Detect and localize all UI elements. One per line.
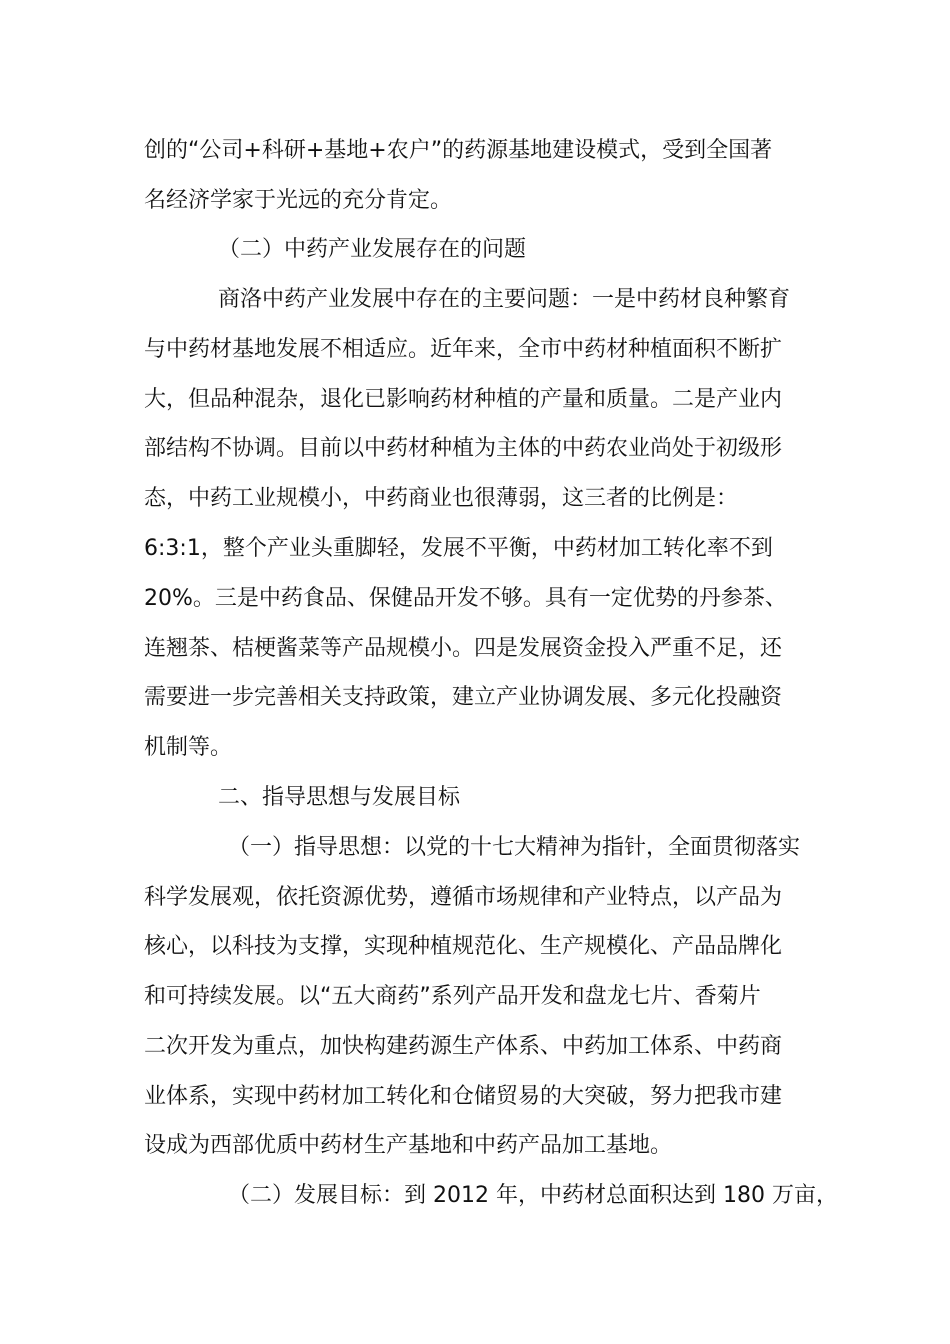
text-line: 需要进一步完善相关支持政策，建立产业协调发展、多元化投融资	[144, 685, 783, 710]
text-line: 和可持续发展。以“五大商药”系列产品开发和盘龙七片、香菊片	[144, 984, 761, 1009]
text-line: 创的“公司+科研+基地+农户”的药源基地建设模式，受到全国著	[144, 138, 773, 163]
section-heading: （二）中药产业发展存在的问题	[218, 237, 527, 262]
paragraph-first-line: （一）指导思想：以党的十七大精神为指针，全面贯彻落实	[228, 835, 801, 860]
text-line: 设成为西部优质中药材生产基地和中药产品加工基地。	[144, 1133, 673, 1158]
text-line: 与中药材基地发展不相适应。近年来，全市中药材种植面积不断扩	[144, 337, 783, 362]
text-line: 核心，以科技为支撑，实现种植规范化、生产规模化、产品品牌化	[144, 934, 783, 959]
text-line: 机制等。	[144, 735, 233, 760]
text-line: 连翘茶、桔梗酱菜等产品规模小。四是发展资金投入严重不足，还	[144, 636, 783, 661]
text-line: 名经济学家于光远的充分肯定。	[144, 188, 453, 213]
text-line: 业体系，实现中药材加工转化和仓储贸易的大突破，努力把我市建	[144, 1084, 783, 1109]
paragraph-first-line: 商洛中药产业发展中存在的主要问题：一是中药材良种繁育	[218, 287, 791, 312]
text-line: 态，中药工业规模小，中药商业也很薄弱，这三者的比例是：	[144, 486, 739, 511]
text-line: 6:3:1，整个产业头重脚轻，发展不平衡，中药材加工转化率不到	[144, 536, 773, 561]
text-line: 科学发展观，依托资源优势，遵循市场规律和产业特点，以产品为	[144, 885, 783, 910]
text-line: 大，但品种混杂，退化已影响药材种植的产量和质量。二是产业内	[144, 387, 783, 412]
text-line: 20%。三是中药食品、保健品开发不够。具有一定优势的丹参茶、	[144, 586, 787, 611]
text-line: 部结构不协调。目前以中药材种植为主体的中药农业尚处于初级形	[144, 436, 783, 461]
text-line: 二次开发为重点，加快构建药源生产体系、中药加工体系、中药商	[144, 1034, 783, 1059]
section-heading: 二、指导思想与发展目标	[218, 785, 461, 810]
paragraph-first-line: （二）发展目标：到 2012 年，中药材总面积达到 180 万亩，	[228, 1183, 838, 1208]
